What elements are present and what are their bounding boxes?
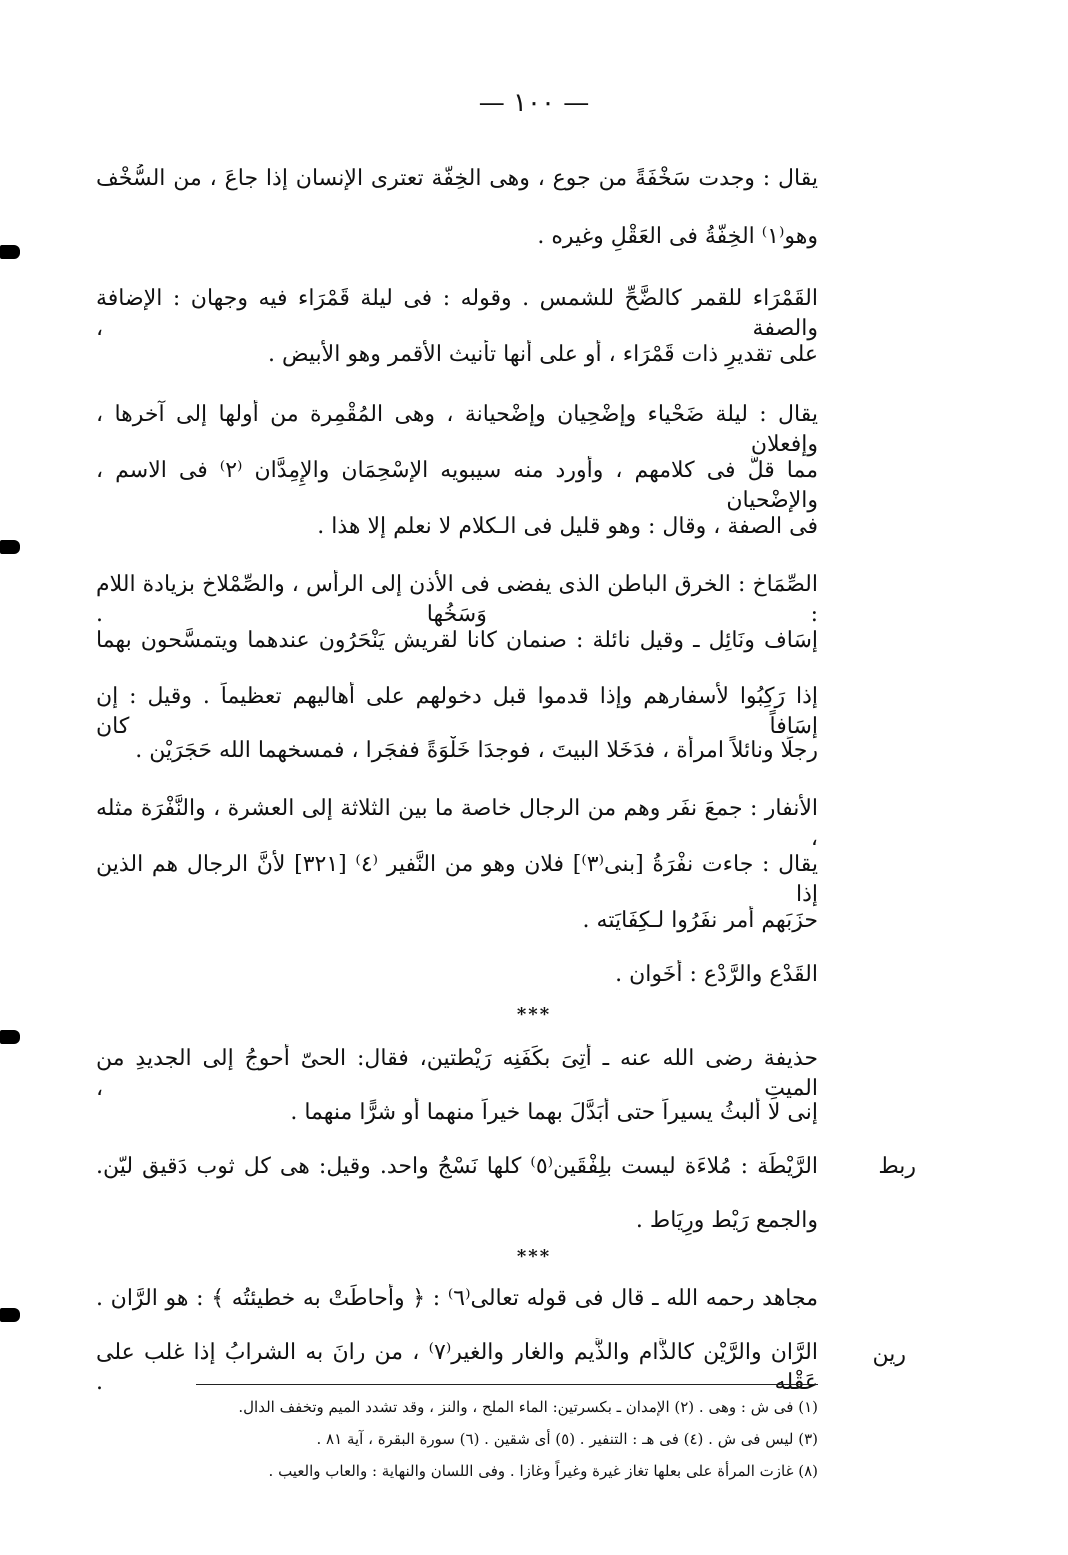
text-line-20: مجاهد رحمه الله ـ قال فى قوله تعالى⁽٦⁾ : ﴿ وأحاطَتْ به خطيئتُه ﴾ : هو الرَّان . [96, 1286, 818, 1311]
binding-mark [0, 245, 20, 259]
binding-mark [0, 1030, 20, 1044]
text-line-1: يقال : وجدت سَخْفَةً من جوع ، وهى الخِفّة تعترى الإنسان إذا جاعَ ، من السُّخْف [96, 166, 818, 191]
text-line-3: القَمْرَاء للقمر كالضَّحِّ للشمس . وقوله : فى ليلة قَمْرَاء فيه وجهان : الإضافة والصفة ، [96, 286, 818, 341]
text-line-16: حذيفة رضى الله عنه ـ أُتِىَ بكَفَنِه رَيْطتين، فقال: الحىّ أحوجُ إلى الجديدِ من الميتِ ، [96, 1046, 818, 1101]
binding-mark [0, 1308, 20, 1322]
text-line-5: يقال : ليلة ضَحْياء وإضْحِيان وإضْحيانة ، وهى المُقْمِرة من أولها إلى آخرها ، وإفعلان [96, 402, 818, 457]
page-number: — ١٠٠ — [478, 88, 590, 118]
text-line-18: الرَّيْطَة : مُلاءَة ليست بلِفْقَين⁽٥⁾ كلها نَسْجُ واحد. وقيل: هى كل ثوب دَقيق ليّن. [96, 1154, 818, 1179]
footnote-line-1: (١) فى ش : وهى . (٢) الإمدان ـ بكسرتين: الماء الملح ، والنز ، وقد تشدد الميم وتخفف الدال. [238, 1398, 818, 1416]
text-line-2: وهو⁽١⁾ الخِفّةُ فى العَقْلِ وغيره . [537, 224, 818, 249]
text-line-13: يقال : جاءت نفْرَةُ [بنى⁽٣⁾] فلان وهو من النَّفير ⁽٤⁾ [٣٢١] لأنَّ الرجال هم الذين إذا [96, 852, 818, 907]
section-separator: *** [516, 1246, 552, 1267]
text-line-11: رجلًا ونائلاً امرأة ، فدَخَلا البيتَ ، فوجدَا خَلْوَةً ففجَرا ، فمسخهما الله حَجَرَيْن . [135, 738, 818, 763]
text-line-6: مما قلَّ فى كلامهم ، وأورد منه سيبويه الإسْحِمَان والإِمِدَّان ⁽٢⁾ فى الاسم ، والإضْحيان [96, 458, 818, 513]
text-line-9: إسَاف ونَائِل ـ وقيل نائلة : صنمان كانا لقريش يَنْحَرُون عندهما ويتمسَّحون بهما [96, 628, 818, 653]
binding-mark [0, 540, 20, 554]
text-line-4: على تقديرِ ذات قَمْرَاء ، أو على أنها تأنيث الأقمر وهو الأبيض . [267, 342, 818, 367]
text-line-21: الرَّان والرَّيْن كالذَّام والذَّيم والغار والغير⁽٧⁾ ، من رانَ به الشرابُ إذا غلب على عَقْله . [96, 1340, 818, 1395]
footnote-line-2: (٣) ليس فى ش . (٤) فى هـ : التنفير . (٥) أى شقين . (٦) سورة البقرة ، آية ٨١ . [316, 1430, 818, 1448]
text-line-15: القَدْع والرَّدْع : أخَوان . [615, 962, 818, 987]
side-label-rabt: ربط [878, 1154, 916, 1179]
footnote-line-3: (٨) غازت المرأة على بعلها تغاز غيرة وغيراً وغازا . وفى اللسان والنهاية : والعاب والعيب . [268, 1462, 818, 1480]
text-line-14: حزَبَهم أمر نفَرُوا لـكِفَايَته . [582, 908, 818, 933]
text-line-7: فى الصفة ، وقال : وهو قليل فى الـكلام لا نعلم إلا هذا . [317, 514, 818, 539]
text-line-19: والجمع رَيْط ورِيَاط . [635, 1208, 818, 1233]
text-line-8: الصِّمَاخ : الخرق الباطن الذى يفضى فى الأذن إلى الرأس ، والصِّمْلاخ بزيادة اللام : وَسَخُها . [96, 572, 818, 627]
side-label-rayn: رين [872, 1342, 906, 1367]
text-line-12: الأنفار : جمعَ نفَر وهم من الرجال خاصة ما بين الثلاثة إلى العشرة ، والنَّفْرَة مثله ، [96, 796, 818, 851]
footnote-divider [196, 1384, 818, 1385]
text-line-10: إذا رَكِبُوا لأسفارهم وإذا قدموا قبل دخولهم على أهاليهم تعظيماً . وقيل : إن إسَافاً كان [96, 684, 818, 739]
section-separator: *** [516, 1004, 552, 1025]
text-line-17: إنى لا ألبثُ يسيراً حتى أُبَدَّلَ بهما خيراً منهما أو شرًّا منهما . [290, 1100, 818, 1125]
